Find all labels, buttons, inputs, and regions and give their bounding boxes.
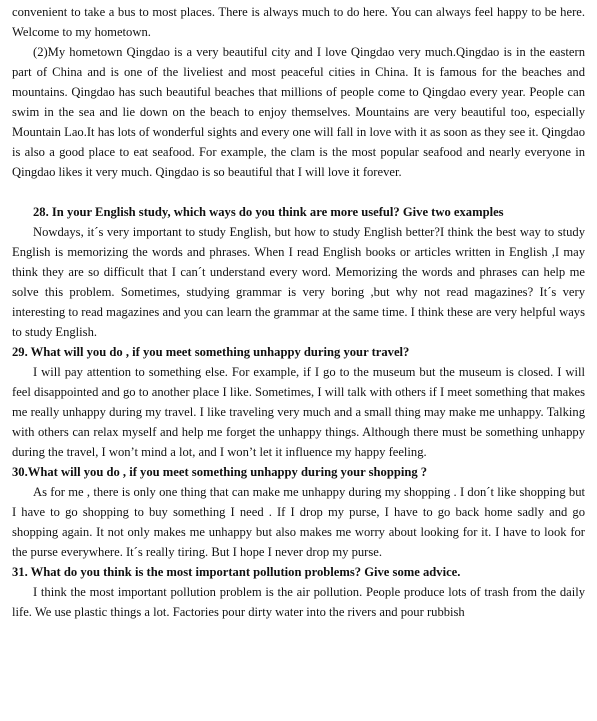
answer-29: I will pay attention to something else. For example, if I go to the museum but the museum is closed. I will feel disappointed and go to another place I like. Sometimes, I will talk with others if I meet something that makes me really unhappy during my travel. I like traveling very much and a small thing may make me unhappy. Talking with others can relax myself and help me forget the unhappy things. Although there must be something unhappy during the travel, I won’t mind a lot, and I won’t let it influence my happy feeling. [12, 365, 585, 459]
section-gap [12, 182, 585, 202]
question-heading-29: 29. What will you do , if you meet something unhappy during your travel? [12, 345, 410, 359]
answer-31: I think the most important pollution problem is the air pollution. People produce lots of trash from the daily life. We use plastic things a lot. Factories pour dirty water into the rivers and pour rubbish [12, 585, 585, 619]
question-heading-30: 30.What will you do , if you meet something unhappy during your shopping ? [12, 465, 428, 479]
answer-30: As for me , there is only one thing that can make me unhappy during my shopping . I don´t like shopping but I have to go shopping to buy something I need . If I drop my purse, I have to go back home sadly and go shopping again. It not only makes me unhappy but also makes me worry about looking for it. I have to look for the purse everywhere. It´s really tiring. But I hope I never drop my purse. [12, 485, 585, 559]
question-heading-28: 28. In your English study, which ways do you think are more useful? Give two examples [33, 205, 504, 219]
paragraph-hometown-ending: convenient to take a bus to most places. There is always much to do here. You can always feel happy to be here. Welcome to my hometown. [12, 5, 585, 39]
paragraph-qingdao: (2)My hometown Qingdao is a very beautiful city and I love Qingdao very much.Qingdao is in the eastern part of China and is one of the liveliest and most peaceful cities in China. It is famous for the beaches and mountains. Qingdao has such beautiful beaches that millions of people come to Qingdao every year. People can swim in the sea and lie down on the beach to enjoy themselves. Mountains are very beautiful too, especially Mountain Lao.It has lots of wonderful sights and every one will fall in love with it as soon as they see it. Qingdao is also a good place to eat seafood. For example, the clam is the most popular seafood and nearly everyone in Qingdao likes it very much. Qingdao is so beautiful that I will love it forever. [12, 45, 585, 179]
question-heading-31: 31. What do you think is the most important pollution problems? Give some advice. [12, 565, 461, 579]
answer-28: Nowdays, it´s very important to study English, but how to study English better?I think the best way to study English is memorizing the words and phrases. When I read English books or articles written in English ,I may think they are so difficult that I can´t understand every word. Memorizing the words and phrases can help me solve this problem. Sometimes, studying grammar is very boring ,but why not read magazines? It´s very interesting to read magazines and you can learn the grammar at the same time. I think these are very helpful ways to study English. [12, 225, 585, 339]
